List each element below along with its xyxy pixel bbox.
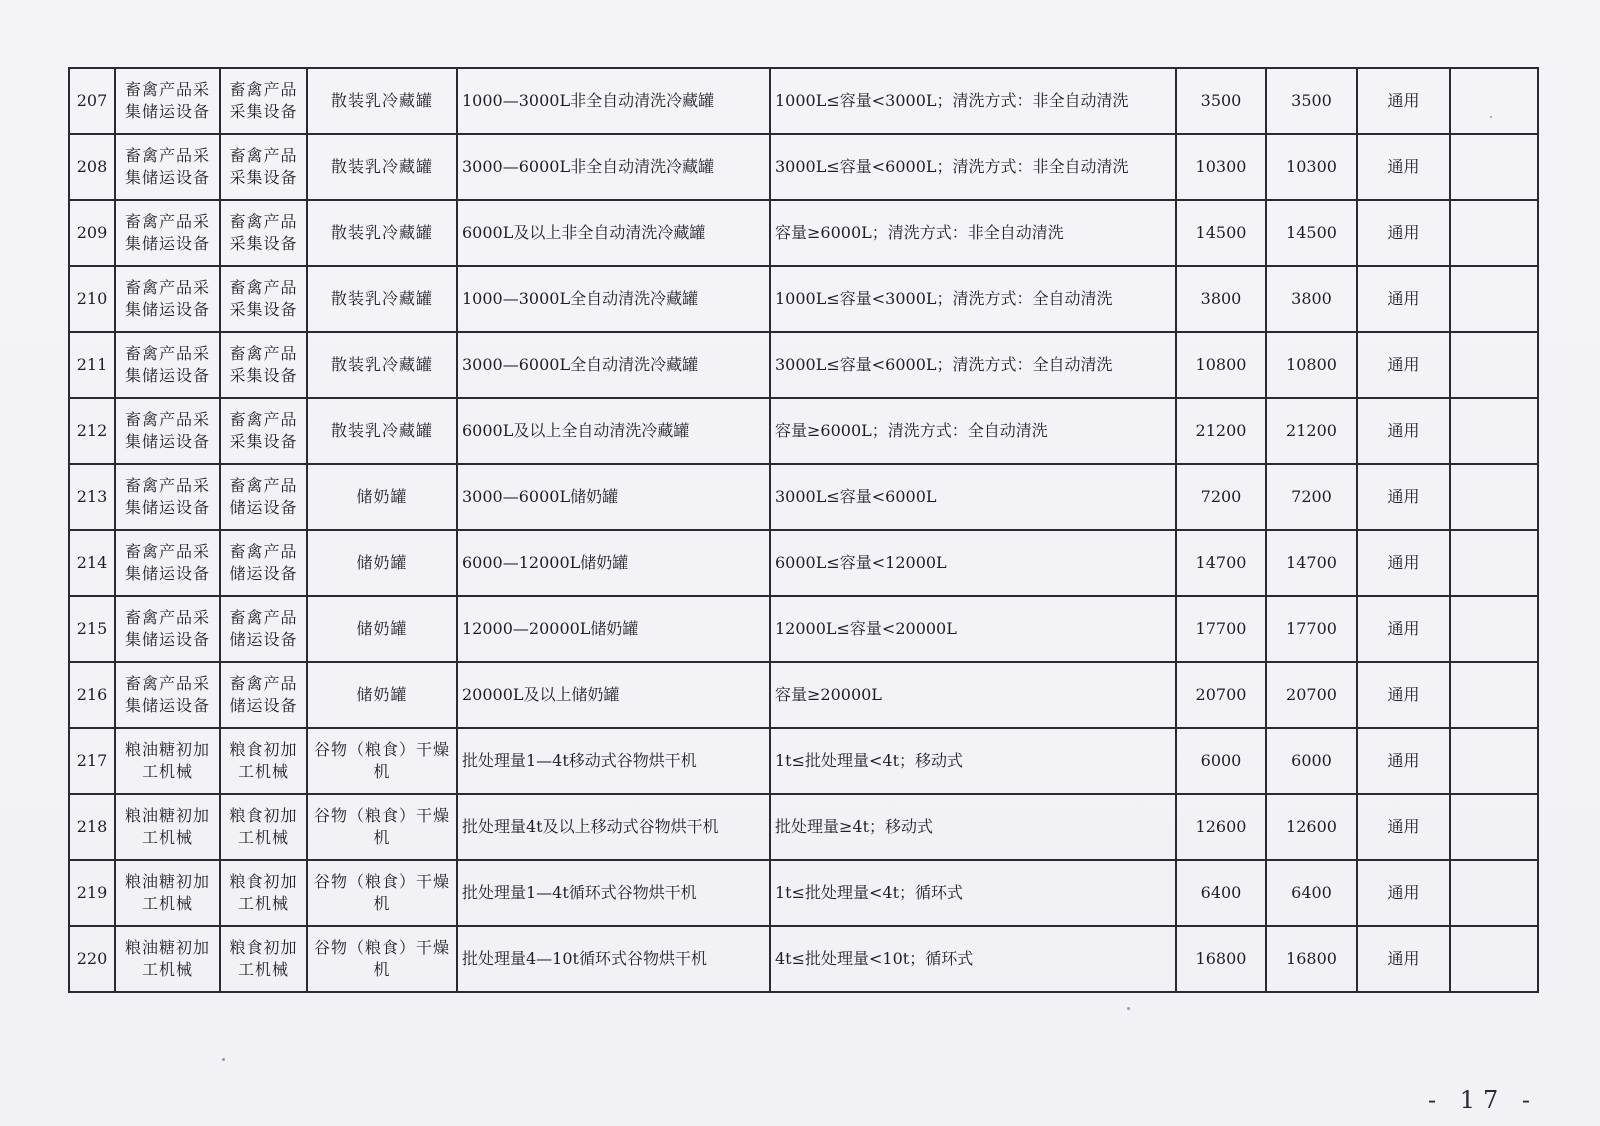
cell-grade: 1000—3000L非全自动清洗冷藏罐: [457, 68, 770, 134]
cell-subsidy-max: 7200: [1266, 464, 1357, 530]
cell-subsidy-max: 16800: [1266, 926, 1357, 992]
cell-subcategory: 畜禽产品采集设备: [220, 266, 307, 332]
table-row: [69, 794, 1538, 860]
cell-grade: 3000—6000L储奶罐: [457, 464, 770, 530]
cell-spec: 1t≤批处理量<4t；循环式: [770, 860, 1176, 926]
cell-spec: 3000L≤容量<6000L: [770, 464, 1176, 530]
cell-subsidy-max: 6400: [1266, 860, 1357, 926]
cell-subsidy-amount: 10300: [1176, 134, 1266, 200]
cell-serial-number: 216: [69, 662, 115, 728]
cell-category: 粮油糖初加工机械: [115, 860, 220, 926]
cell-subsidy-amount: 10800: [1176, 332, 1266, 398]
scan-speck: [1127, 1007, 1130, 1010]
cell-scope: 通用: [1357, 200, 1450, 266]
cell-item: 谷物（粮食）干燥机: [307, 860, 457, 926]
cell-grade: 12000—20000L储奶罐: [457, 596, 770, 662]
cell-grade: 3000—6000L全自动清洗冷藏罐: [457, 332, 770, 398]
cell-scope: 通用: [1357, 794, 1450, 860]
cell-note: [1450, 398, 1538, 464]
cell-item: 散装乳冷藏罐: [307, 266, 457, 332]
cell-subcategory: 畜禽产品采集设备: [220, 200, 307, 266]
cell-spec: 1000L≤容量<3000L；清洗方式：非全自动清洗: [770, 68, 1176, 134]
cell-subsidy-amount: 20700: [1176, 662, 1266, 728]
cell-scope: 通用: [1357, 728, 1450, 794]
cell-category: 畜禽产品采集储运设备: [115, 662, 220, 728]
cell-grade: 批处理量4t及以上移动式谷物烘干机: [457, 794, 770, 860]
cell-spec: 3000L≤容量<6000L；清洗方式：全自动清洗: [770, 332, 1176, 398]
table-row: [69, 266, 1538, 332]
cell-item: 储奶罐: [307, 464, 457, 530]
cell-serial-number: 207: [69, 68, 115, 134]
cell-item: 谷物（粮食）干燥机: [307, 728, 457, 794]
cell-category: 畜禽产品采集储运设备: [115, 398, 220, 464]
cell-spec: 4t≤批处理量<10t；循环式: [770, 926, 1176, 992]
cell-serial-number: 215: [69, 596, 115, 662]
cell-subsidy-max: 17700: [1266, 596, 1357, 662]
cell-serial-number: 218: [69, 794, 115, 860]
cell-serial-number: 217: [69, 728, 115, 794]
table-row: [69, 662, 1538, 728]
cell-note: [1450, 860, 1538, 926]
cell-scope: 通用: [1357, 530, 1450, 596]
cell-scope: 通用: [1357, 662, 1450, 728]
cell-spec: 1000L≤容量<3000L；清洗方式：全自动清洗: [770, 266, 1176, 332]
page-number: - 17 -: [1428, 1086, 1539, 1114]
cell-note: [1450, 596, 1538, 662]
cell-scope: 通用: [1357, 68, 1450, 134]
table-row: [69, 596, 1538, 662]
table-row: [69, 926, 1538, 992]
cell-category: 畜禽产品采集储运设备: [115, 332, 220, 398]
cell-grade: 20000L及以上储奶罐: [457, 662, 770, 728]
table-row: [69, 530, 1538, 596]
cell-scope: 通用: [1357, 926, 1450, 992]
cell-subcategory: 粮食初加工机械: [220, 794, 307, 860]
cell-grade: 6000L及以上非全自动清洗冷藏罐: [457, 200, 770, 266]
cell-subsidy-amount: 6000: [1176, 728, 1266, 794]
table-row: [69, 134, 1538, 200]
cell-subcategory: 畜禽产品储运设备: [220, 530, 307, 596]
scan-speck: [222, 1058, 225, 1061]
cell-spec: 容量≥20000L: [770, 662, 1176, 728]
cell-category: 畜禽产品采集储运设备: [115, 530, 220, 596]
cell-subsidy-amount: 12600: [1176, 794, 1266, 860]
cell-subsidy-max: 20700: [1266, 662, 1357, 728]
cell-subsidy-amount: 6400: [1176, 860, 1266, 926]
cell-note: [1450, 464, 1538, 530]
subsidy-catalog-table: [68, 67, 1539, 993]
table-row: [69, 200, 1538, 266]
cell-subcategory: 畜禽产品采集设备: [220, 68, 307, 134]
cell-item: 储奶罐: [307, 530, 457, 596]
cell-item: 谷物（粮食）干燥机: [307, 794, 457, 860]
table-row: [69, 332, 1538, 398]
table-row: [69, 860, 1538, 926]
cell-category: 畜禽产品采集储运设备: [115, 68, 220, 134]
cell-spec: 批处理量≥4t；移动式: [770, 794, 1176, 860]
cell-grade: 批处理量1—4t循环式谷物烘干机: [457, 860, 770, 926]
cell-subsidy-max: 10300: [1266, 134, 1357, 200]
cell-item: 散装乳冷藏罐: [307, 134, 457, 200]
cell-note: [1450, 200, 1538, 266]
cell-grade: 批处理量4—10t循环式谷物烘干机: [457, 926, 770, 992]
cell-grade: 1000—3000L全自动清洗冷藏罐: [457, 266, 770, 332]
cell-category: 畜禽产品采集储运设备: [115, 596, 220, 662]
cell-scope: 通用: [1357, 266, 1450, 332]
cell-category: 粮油糖初加工机械: [115, 794, 220, 860]
cell-subsidy-amount: 14700: [1176, 530, 1266, 596]
cell-scope: 通用: [1357, 860, 1450, 926]
cell-item: 散装乳冷藏罐: [307, 68, 457, 134]
cell-subsidy-amount: 21200: [1176, 398, 1266, 464]
cell-subsidy-max: 3500: [1266, 68, 1357, 134]
cell-category: 粮油糖初加工机械: [115, 926, 220, 992]
cell-subsidy-amount: 16800: [1176, 926, 1266, 992]
cell-grade: 6000L及以上全自动清洗冷藏罐: [457, 398, 770, 464]
cell-scope: 通用: [1357, 332, 1450, 398]
cell-grade: 批处理量1—4t移动式谷物烘干机: [457, 728, 770, 794]
cell-note: [1450, 266, 1538, 332]
cell-subsidy-max: 6000: [1266, 728, 1357, 794]
cell-spec: 6000L≤容量<12000L: [770, 530, 1176, 596]
cell-serial-number: 219: [69, 860, 115, 926]
cell-scope: 通用: [1357, 596, 1450, 662]
cell-note: [1450, 926, 1538, 992]
cell-subcategory: 粮食初加工机械: [220, 728, 307, 794]
cell-subsidy-amount: 7200: [1176, 464, 1266, 530]
cell-note: [1450, 662, 1538, 728]
cell-serial-number: 210: [69, 266, 115, 332]
cell-serial-number: 211: [69, 332, 115, 398]
cell-note: [1450, 728, 1538, 794]
cell-item: 散装乳冷藏罐: [307, 200, 457, 266]
cell-category: 畜禽产品采集储运设备: [115, 200, 220, 266]
cell-scope: 通用: [1357, 464, 1450, 530]
cell-grade: 3000—6000L非全自动清洗冷藏罐: [457, 134, 770, 200]
cell-subsidy-max: 3800: [1266, 266, 1357, 332]
cell-category: 畜禽产品采集储运设备: [115, 266, 220, 332]
cell-note: [1450, 332, 1538, 398]
cell-serial-number: 208: [69, 134, 115, 200]
table-row: [69, 398, 1538, 464]
cell-serial-number: 209: [69, 200, 115, 266]
cell-subcategory: 粮食初加工机械: [220, 860, 307, 926]
cell-spec: 1t≤批处理量<4t；移动式: [770, 728, 1176, 794]
cell-subsidy-amount: 3800: [1176, 266, 1266, 332]
cell-subcategory: 粮食初加工机械: [220, 926, 307, 992]
cell-note: [1450, 68, 1538, 134]
cell-category: 畜禽产品采集储运设备: [115, 134, 220, 200]
cell-spec: 12000L≤容量<20000L: [770, 596, 1176, 662]
table-row: [69, 728, 1538, 794]
cell-note: [1450, 134, 1538, 200]
cell-subsidy-max: 21200: [1266, 398, 1357, 464]
cell-subsidy-max: 12600: [1266, 794, 1357, 860]
cell-item: 谷物（粮食）干燥机: [307, 926, 457, 992]
cell-subcategory: 畜禽产品采集设备: [220, 332, 307, 398]
cell-item: 储奶罐: [307, 662, 457, 728]
scan-speck: [1490, 116, 1492, 118]
cell-note: [1450, 794, 1538, 860]
cell-scope: 通用: [1357, 134, 1450, 200]
cell-subsidy-max: 14500: [1266, 200, 1357, 266]
cell-spec: 容量≥6000L；清洗方式：全自动清洗: [770, 398, 1176, 464]
cell-subcategory: 畜禽产品储运设备: [220, 464, 307, 530]
cell-subcategory: 畜禽产品采集设备: [220, 398, 307, 464]
cell-subcategory: 畜禽产品采集设备: [220, 134, 307, 200]
cell-note: [1450, 530, 1538, 596]
cell-subsidy-max: 14700: [1266, 530, 1357, 596]
cell-subsidy-amount: 3500: [1176, 68, 1266, 134]
cell-subsidy-amount: 17700: [1176, 596, 1266, 662]
cell-spec: 3000L≤容量<6000L；清洗方式：非全自动清洗: [770, 134, 1176, 200]
cell-serial-number: 220: [69, 926, 115, 992]
cell-item: 散装乳冷藏罐: [307, 398, 457, 464]
table-body: [69, 68, 1538, 992]
cell-item: 储奶罐: [307, 596, 457, 662]
cell-grade: 6000—12000L储奶罐: [457, 530, 770, 596]
cell-item: 散装乳冷藏罐: [307, 332, 457, 398]
cell-serial-number: 214: [69, 530, 115, 596]
cell-category: 粮油糖初加工机械: [115, 728, 220, 794]
cell-serial-number: 213: [69, 464, 115, 530]
cell-spec: 容量≥6000L；清洗方式：非全自动清洗: [770, 200, 1176, 266]
cell-category: 畜禽产品采集储运设备: [115, 464, 220, 530]
cell-subcategory: 畜禽产品储运设备: [220, 662, 307, 728]
table-row: [69, 68, 1538, 134]
cell-serial-number: 212: [69, 398, 115, 464]
cell-subsidy-amount: 14500: [1176, 200, 1266, 266]
cell-subsidy-max: 10800: [1266, 332, 1357, 398]
table-row: [69, 464, 1538, 530]
cell-subcategory: 畜禽产品储运设备: [220, 596, 307, 662]
cell-scope: 通用: [1357, 398, 1450, 464]
